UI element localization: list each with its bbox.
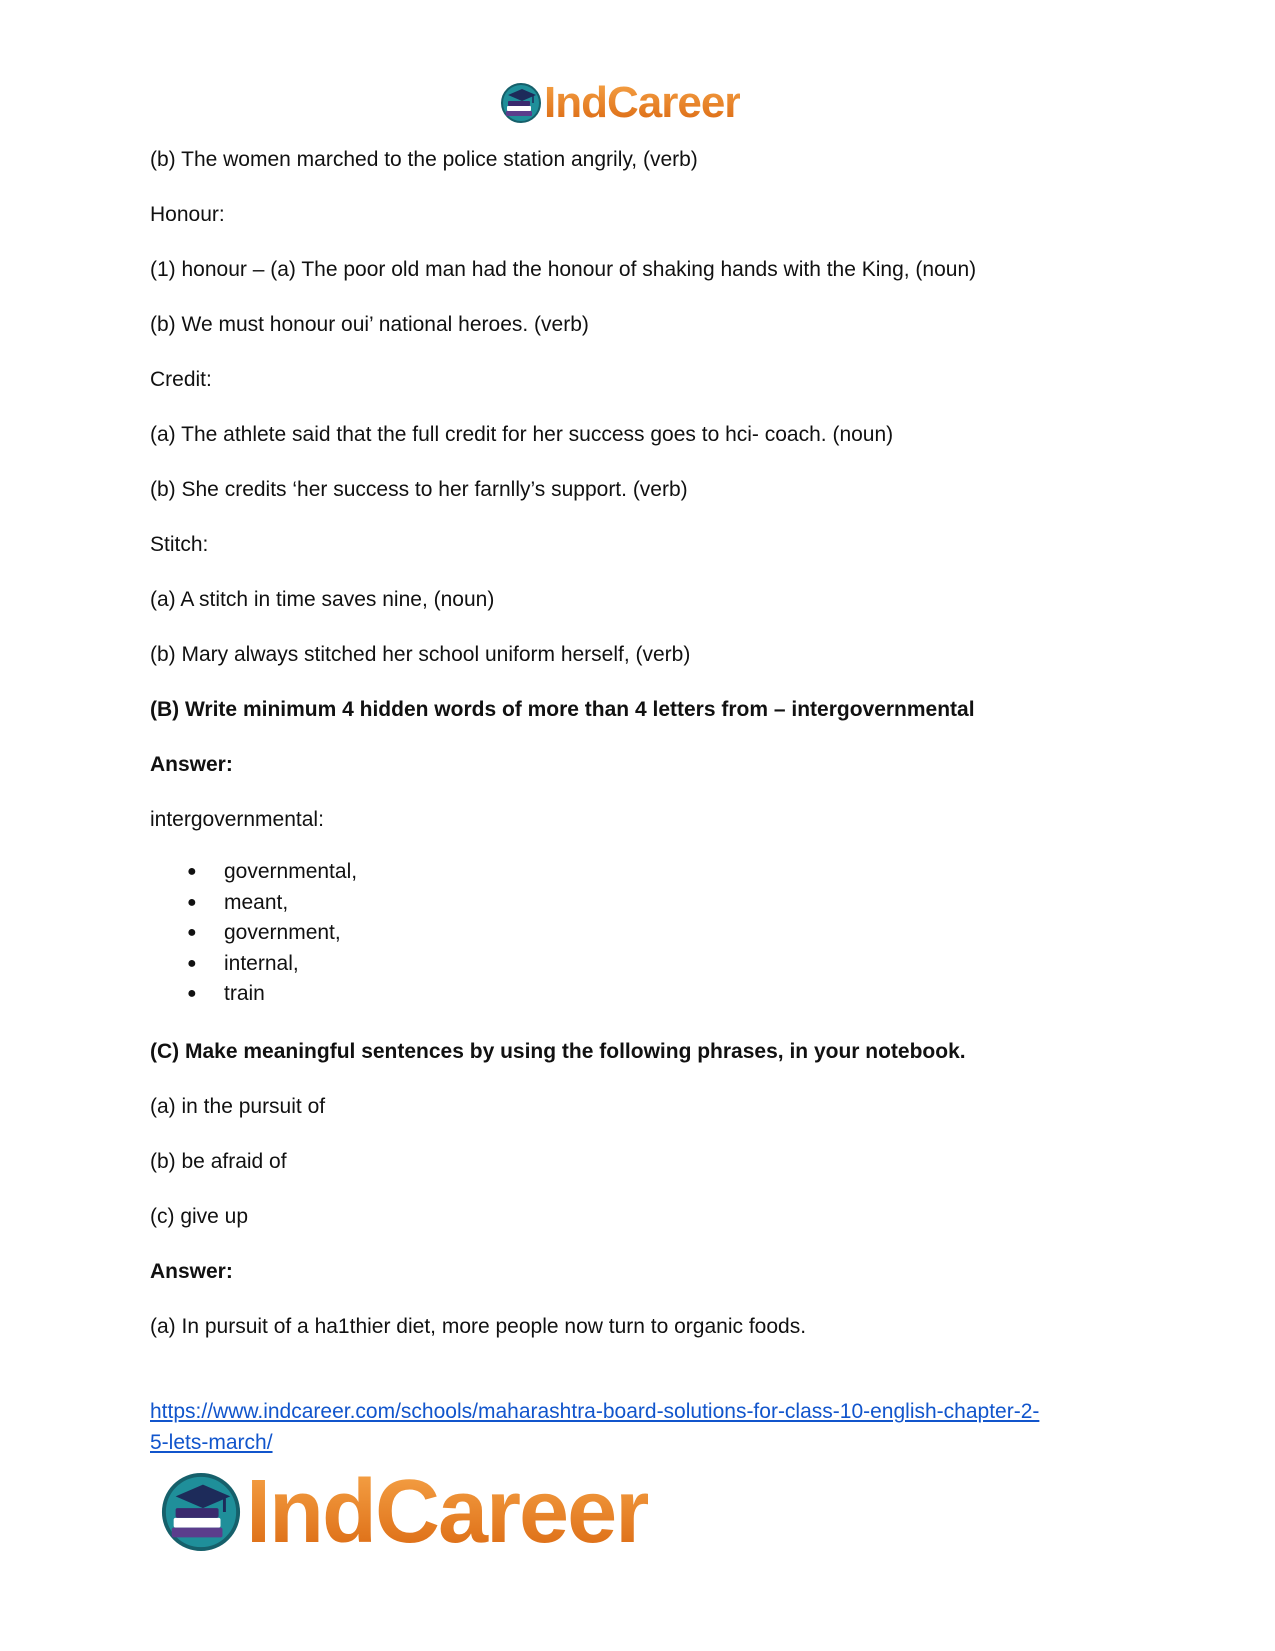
text-line: (b) She credits ‘her success to her farnlly’s support. (verb) bbox=[150, 478, 688, 501]
section-heading-credit: Credit: bbox=[150, 368, 212, 391]
text-line: (a) The athlete said that the full credit for her success goes to hci- coach. (noun) bbox=[150, 423, 894, 446]
header-logo bbox=[500, 78, 740, 128]
text-line: (1) honour – (a) The poor old man had the honour of shaking hands with the King, (noun) bbox=[150, 258, 977, 281]
answer-label: Answer: bbox=[150, 753, 233, 776]
source-link[interactable]: https://www.indcareer.com/schools/maharashtra-board-solutions-for-class-10-english-chapter-2- 5-lets-march/ bbox=[150, 1400, 1040, 1454]
text-line: (a) A stitch in time saves nine, (noun) bbox=[150, 588, 495, 611]
list-item: ● governmental, bbox=[224, 857, 1130, 888]
text-line: (b) Mary always stitched her school uniform herself, (verb) bbox=[150, 643, 691, 666]
answer-sentence: (a) In pursuit of a ha1thier diet, more people now turn to organic foods. bbox=[150, 1314, 807, 1338]
question-c: (C) Make meaningful sentences by using the following phrases, in your notebook. bbox=[150, 1039, 966, 1063]
phrase-item: (b) be afraid of bbox=[150, 1149, 287, 1173]
section-heading-stitch: Stitch: bbox=[150, 533, 209, 556]
header-logo-text: IndCareer bbox=[544, 78, 741, 127]
phrase-item: (c) give up bbox=[150, 1204, 249, 1228]
document-body bbox=[150, 147, 1130, 1369]
list-item: ● train bbox=[224, 979, 1130, 1010]
graduation-cap-book-icon bbox=[500, 82, 542, 124]
section-heading-honour: Honour: bbox=[150, 203, 225, 226]
hidden-words-list bbox=[150, 857, 1130, 1010]
graduation-cap-book-icon bbox=[160, 1471, 242, 1553]
phrase-item: (a) in the pursuit of bbox=[150, 1094, 326, 1118]
list-item: ● government, bbox=[224, 918, 1130, 949]
answer-intro: intergovernmental: bbox=[150, 808, 324, 831]
question-b: (B) Write minimum 4 hidden words of more than 4 letters from – intergovernmental bbox=[150, 698, 975, 721]
text-line: (b) The women marched to the police station angrily, (verb) bbox=[150, 148, 698, 171]
text-line: (b) We must honour oui’ national heroes. (verb) bbox=[150, 313, 589, 336]
answer-label: Answer: bbox=[150, 1259, 233, 1283]
footer-logo-text: IndCareer bbox=[246, 1461, 649, 1562]
list-item: ● internal, bbox=[224, 949, 1130, 980]
list-item: ● meant, bbox=[224, 888, 1130, 919]
footer-logo bbox=[160, 1461, 649, 1562]
